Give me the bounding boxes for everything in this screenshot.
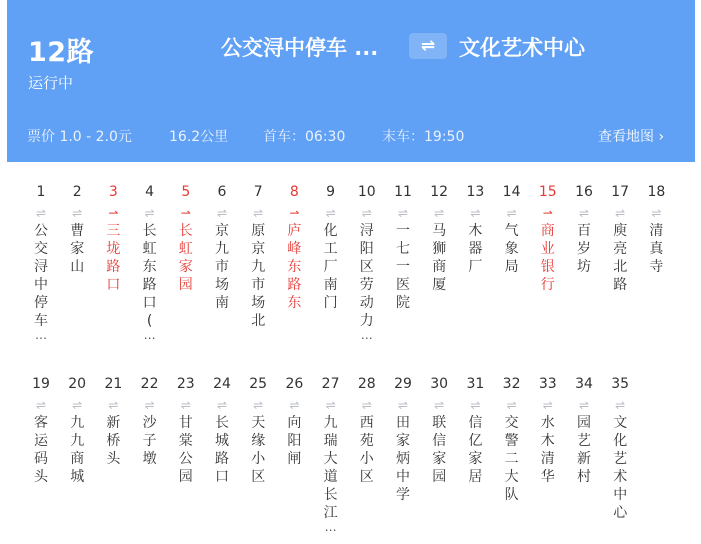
truncation-ellipsis: … — [35, 328, 47, 342]
stop-item[interactable] — [276, 374, 312, 468]
route-header — [7, 0, 695, 162]
stop-number: 27 — [321, 376, 340, 392]
stop-item[interactable] — [566, 182, 602, 276]
stop-name: 田家炳中学 — [396, 415, 410, 503]
stop-number: 26 — [285, 376, 304, 392]
stop-number: 3 — [108, 184, 118, 200]
direction-arrows-icon: ⇌ — [35, 398, 47, 412]
stop-number: 16 — [575, 184, 593, 200]
stop-item[interactable] — [132, 182, 168, 340]
direction-arrows-icon: ⇌ — [325, 206, 336, 220]
direction-arrows-icon: ⇀ — [108, 206, 119, 220]
stop-number: 15 — [538, 184, 557, 200]
stop-item[interactable] — [566, 374, 602, 486]
stop-number: 33 — [538, 376, 557, 392]
stop-number: 11 — [394, 184, 412, 200]
direction-arrows-icon: ⇌ — [651, 206, 662, 220]
stop-number: 22 — [140, 376, 159, 392]
stop-name: 交警二大队 — [504, 415, 519, 503]
stop-item[interactable] — [385, 182, 421, 312]
stop-name: 客运码头 — [34, 415, 48, 485]
stop-number: 1 — [36, 184, 46, 200]
stop-name: 木器厂 — [468, 223, 483, 275]
stop-name: 园艺新村 — [577, 415, 591, 485]
direction-arrows-icon: ⇌ — [506, 206, 517, 220]
stop-number: 23 — [176, 376, 195, 392]
direction-arrows-icon: ⇀ — [542, 206, 553, 220]
stop-name: 水木清华 — [540, 415, 555, 485]
direction-arrows-icon: ⇀ — [289, 206, 300, 220]
stop-name: 曹家山 — [70, 223, 85, 275]
stop-number: 14 — [502, 184, 521, 200]
direction-arrows-icon: ⇌ — [470, 206, 481, 220]
stop-item[interactable] — [59, 374, 95, 486]
stop-number: 6 — [217, 184, 227, 200]
direction-arrows-icon: ⇌ — [470, 398, 481, 412]
stop-item[interactable] — [385, 374, 421, 504]
stop-item[interactable] — [602, 374, 638, 522]
stop-item[interactable] — [421, 182, 457, 294]
stop-item[interactable] — [313, 182, 349, 312]
stop-number: 29 — [394, 376, 412, 392]
direction-arrows-icon: ⇌ — [542, 398, 553, 412]
stop-name: 联信家园 — [432, 415, 447, 485]
direction-arrows-icon: ⇌ — [253, 398, 264, 412]
direction-arrows-icon: ⇌ — [434, 206, 445, 220]
stop-number: 32 — [502, 376, 521, 392]
stop-item[interactable] — [204, 182, 240, 312]
stop-item[interactable] — [530, 374, 566, 486]
stop-name: 气象局 — [504, 223, 519, 275]
direction-arrows-icon: ⇌ — [506, 398, 517, 412]
stop-name: 公交浔中停车 — [34, 223, 48, 329]
stop-name: 长城路口 — [215, 415, 229, 485]
stop-name: 三垅路口 — [106, 223, 121, 293]
stop-item[interactable] — [457, 182, 493, 276]
direction-arrows-icon: ⇌ — [434, 398, 445, 412]
direction-arrows-icon: ⇌ — [216, 206, 228, 220]
stop-number: 4 — [145, 184, 155, 200]
swap-direction-button[interactable]: ⇌ — [409, 33, 447, 59]
stop-name: 清真寺 — [649, 223, 664, 275]
stop-item[interactable] — [240, 374, 276, 486]
stop-item[interactable] — [59, 182, 95, 276]
direction-arrows-icon: ⇌ — [72, 206, 83, 220]
stop-number: 7 — [253, 184, 263, 200]
stop-name: 一七一医院 — [396, 223, 410, 311]
stop-item[interactable] — [349, 182, 385, 340]
stop-number: 5 — [181, 184, 191, 200]
stop-name: 百岁坊 — [577, 223, 591, 275]
stop-item[interactable] — [494, 182, 530, 276]
stop-number: 34 — [575, 376, 593, 392]
route-name: 12路 — [28, 37, 95, 68]
stop-number: 18 — [647, 184, 666, 200]
stop-number: 31 — [466, 376, 485, 392]
stop-name: 庾亮北路 — [613, 223, 628, 293]
truncation-ellipsis: … — [360, 328, 373, 342]
stop-item[interactable] — [23, 374, 59, 486]
stop-name: 九瑞大道长江 — [323, 415, 338, 521]
stop-name: 原京九市场北 — [251, 223, 266, 329]
direction-arrows-icon: ⇌ — [615, 206, 626, 220]
direction-arrows-icon: ⇌ — [578, 206, 590, 220]
direction-arrows-icon: ⇌ — [289, 398, 300, 412]
direction-arrows-icon: ⇌ — [180, 398, 191, 412]
stop-item[interactable] — [132, 374, 168, 468]
stop-number: 28 — [357, 376, 376, 392]
stop-number: 20 — [68, 376, 87, 392]
direction-arrows-icon: ⇌ — [361, 398, 372, 412]
stop-item[interactable] — [95, 182, 131, 294]
stop-name: 浔阳区劳动力 — [359, 223, 374, 329]
stop-number: 10 — [357, 184, 376, 200]
stop-number: 35 — [611, 376, 630, 392]
route-status: 运行中 — [28, 74, 74, 92]
stop-name: 马狮商厦 — [432, 223, 447, 293]
direction-arrows-icon: ⇌ — [397, 398, 409, 412]
stop-number: 2 — [72, 184, 82, 200]
stop-number: 12 — [430, 184, 449, 200]
truncation-ellipsis: … — [143, 328, 156, 342]
stop-number: 25 — [249, 376, 268, 392]
route-card — [7, 0, 695, 544]
direction-arrows-icon: ⇌ — [325, 398, 336, 412]
fare-info: 票价 1.0 - 2.0元 — [27, 129, 132, 145]
destination-stop: 文化艺术中心 — [459, 36, 585, 60]
stop-number: 30 — [430, 376, 449, 392]
direction-arrows-icon: ⇌ — [72, 398, 83, 412]
view-map-link[interactable]: 查看地图 › — [598, 129, 665, 145]
truncation-ellipsis: … — [324, 520, 337, 534]
stop-item[interactable] — [313, 374, 349, 532]
stop-name: 甘棠公园 — [178, 415, 193, 485]
stop-name: 天缘小区 — [251, 415, 266, 485]
stop-number: 17 — [611, 184, 630, 200]
stop-item[interactable] — [457, 374, 493, 486]
stop-item[interactable] — [421, 374, 457, 486]
direction-arrows-icon: ⇌ — [578, 398, 590, 412]
origin-stop: 公交浔中停车 ... — [221, 36, 379, 60]
stop-item[interactable] — [23, 182, 59, 340]
stop-name: 向阳闸 — [287, 415, 302, 467]
stop-name: 西苑小区 — [359, 415, 374, 485]
direction-arrows-icon: ⇌ — [216, 398, 228, 412]
direction-arrows-icon: ⇌ — [253, 206, 264, 220]
first-bus-time: 首车：06:30 — [263, 129, 346, 145]
stop-number: 24 — [213, 376, 231, 392]
stop-number: 19 — [32, 376, 50, 392]
stop-number: 21 — [104, 376, 123, 392]
stop-name: 化工厂南门 — [323, 223, 338, 311]
stop-number: 13 — [466, 184, 485, 200]
stop-name: 长虹家园 — [178, 223, 193, 293]
stop-name: 九九商城 — [70, 415, 85, 485]
stop-item[interactable] — [638, 182, 674, 276]
distance-info: 16.2公里 — [169, 129, 229, 145]
stop-item[interactable] — [240, 182, 276, 330]
stop-item[interactable] — [168, 182, 204, 294]
stop-item[interactable] — [276, 182, 312, 312]
stop-item[interactable] — [602, 182, 638, 294]
stop-number: 9 — [326, 184, 336, 200]
stop-item[interactable] — [349, 374, 385, 486]
direction-arrows-icon: ⇌ — [397, 206, 409, 220]
stop-name: 京九市场南 — [215, 223, 229, 311]
stop-name: 庐峰东路东 — [287, 223, 302, 311]
direction-arrows-icon: ⇌ — [35, 206, 47, 220]
stop-item[interactable] — [494, 374, 530, 504]
stop-name: 信亿家居 — [468, 415, 483, 485]
direction-arrows-icon: ⇌ — [108, 398, 119, 412]
stop-name: 商业银行 — [540, 223, 555, 293]
stop-item[interactable] — [530, 182, 566, 294]
stop-item[interactable] — [168, 374, 204, 486]
stop-name: 沙子墩 — [142, 415, 157, 467]
direction-arrows-icon: ⇌ — [144, 206, 155, 220]
direction-arrows-icon: ⇌ — [615, 398, 626, 412]
stop-number: 8 — [289, 184, 299, 200]
direction-arrows-icon: ⇌ — [361, 206, 372, 220]
stop-name: 文化艺术中心 — [613, 415, 628, 521]
stop-name: 新桥头 — [106, 415, 121, 467]
stop-name: 长虹东路口( — [142, 223, 157, 329]
direction-arrows-icon: ⇌ — [144, 398, 155, 412]
stop-item[interactable] — [204, 374, 240, 486]
direction-arrows-icon: ⇀ — [180, 206, 191, 220]
stop-item[interactable] — [95, 374, 131, 468]
last-bus-time: 末车：19:50 — [382, 129, 465, 145]
stop-list — [7, 162, 695, 544]
